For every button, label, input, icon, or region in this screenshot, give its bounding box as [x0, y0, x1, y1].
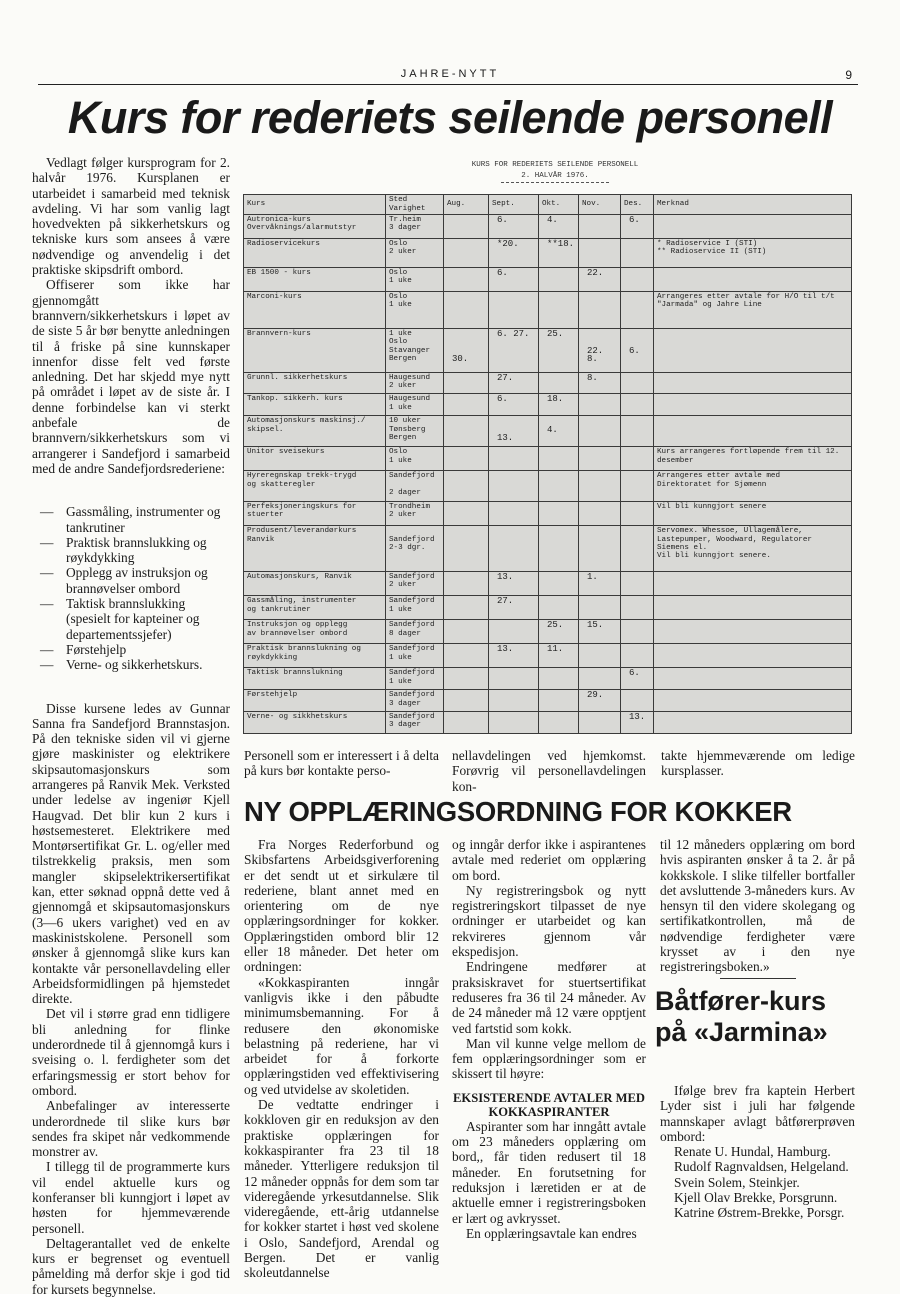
table-cell — [489, 668, 539, 690]
paragraph: Fra Norges Rederforbund og Skibsfartens Arbeidsgiverforening er det sendt ut et sirkulære til rederiene, blant annet med en orientering om de nye opplæringsordninger for kokker. Opplæringstiden ombord blir 12 eller 18 måneder. Det heter om ordningen: — [244, 837, 439, 975]
table-cell: 8. — [579, 372, 621, 394]
table-cell: Grunnl. sikkerhetskurs — [244, 372, 386, 394]
table-cell — [654, 416, 852, 447]
table-cell — [539, 668, 579, 690]
table-cell — [654, 712, 852, 734]
table-cell: *20. — [489, 239, 539, 267]
table-cell: **18. — [539, 239, 579, 267]
table-cell — [654, 372, 852, 394]
table-cell — [444, 215, 489, 239]
table-cell — [621, 572, 654, 596]
table-cell — [579, 502, 621, 526]
table-cell — [621, 690, 654, 712]
table-cell — [539, 447, 579, 471]
table-cell — [539, 372, 579, 394]
table-cell — [489, 502, 539, 526]
table-cell — [654, 215, 852, 239]
table-cell: 6. — [489, 267, 539, 291]
paragraph: og inngår derfor ikke i aspirantenes avtale med rederiet om opplæring om bord. — [452, 837, 646, 883]
table-cell — [444, 526, 489, 572]
paragraph: En opplæringsavtale kan endres — [466, 1225, 637, 1241]
table-cell — [444, 596, 489, 620]
list-item: — Opplegg av instruksjon og brannøvelser ombord — [32, 565, 230, 596]
article-headline: Kurs for rederiets seilende personell — [67, 92, 833, 143]
table-cell — [444, 291, 489, 328]
list-item: Katrine Østrem-Brekke, Porsgr. — [674, 1205, 845, 1221]
table-cell — [489, 471, 539, 502]
table-cell — [444, 372, 489, 394]
kokker-column-3 — [660, 837, 855, 975]
table-cell: Haugesund 1 uke — [386, 394, 444, 416]
table-cell — [621, 372, 654, 394]
paragraph: I tillegg til de programmerte kurs vil endel aktuelle kurs og konferanser bli kunngjort i løpet av høsten for hjemmeværende personell. — [32, 1159, 230, 1236]
table-cell — [621, 526, 654, 572]
table-cell: Praktisk brannslukning og røykdykking — [244, 644, 386, 668]
schedule-title: KURS FOR REDERIETS SEILENDE PERSONELL — [471, 161, 639, 169]
table-cell — [654, 267, 852, 291]
course-list — [32, 504, 230, 672]
course-schedule-table — [243, 194, 852, 734]
table-cell: Autronica-kurs Overvåknings/alarmutstyr — [244, 215, 386, 239]
table-cell — [654, 668, 852, 690]
kokker-subhead: EKSISTERENDE AVTALER MED KOKKASPIRANTER — [453, 1090, 645, 1119]
kokker-column-1 — [244, 837, 439, 1281]
table-row — [244, 572, 852, 596]
table-cell — [444, 471, 489, 502]
magazine-title: JAHRE-NYTT — [400, 68, 500, 80]
table-cell — [539, 502, 579, 526]
table-cell — [444, 447, 489, 471]
table-cell: 13. — [489, 572, 539, 596]
table-cell — [621, 502, 654, 526]
table-cell — [444, 644, 489, 668]
table-row — [244, 644, 852, 668]
list-item: Svein Solem, Steinkjer. — [674, 1174, 800, 1190]
table-cell: Trondheim 2 uker — [386, 502, 444, 526]
table-cell — [579, 526, 621, 572]
table-cell: 10 uker Tønsberg Bergen — [386, 416, 444, 447]
table-row — [244, 502, 852, 526]
table-cell — [654, 620, 852, 644]
table-cell: 13. — [621, 712, 654, 734]
table-cell — [654, 596, 852, 620]
table-cell: 29. — [579, 690, 621, 712]
paragraph: Det vil i større grad enn tidligere bli anledning for flinke underordnede til å gjennomgå kurs i sveising o. l. ferdigheter som det erfaringsmessig er stort behov for ombord. — [32, 1006, 230, 1098]
table-cell: Automasjonskurs, Ranvik — [244, 572, 386, 596]
kokker-column-2 — [452, 837, 646, 1241]
list-item: Rudolf Ragnvaldsen, Helgeland. — [674, 1159, 849, 1175]
table-cell — [539, 526, 579, 572]
table-cell: Sandefjord 3 dager — [386, 690, 444, 712]
table-row — [244, 596, 852, 620]
table-cell: Automasjonskurs maskinsj./ skipsel. — [244, 416, 386, 447]
paragraph: Disse kursene ledes av Gunnar Sanna fra Sandefjord Brannstasjon. På den tekniske siden vil vi gjerne gjøre maskinister og elektrikere skipsautomasjonskurs som arrangeres på Ranvik Mek. Verksted under ledelse av ingeniør Kjell Haugvad. Det blir kun 2 kurs i høstsemesteret. Elektrikere med Montørsertifikat Gr. L. og/eller med tilstrekkelig praksis, men som mangler skipselektrikersertifikat kan, etter søknad oppnå dette ved å gjennomgå et skipsautomasjonskurs (3—6 ukers varighet) ved en av maskinistskolene. Personell som ønsker å gjennomgå slike kurs kan kontakte vår personellavdeling eller Arbeidsformidlingen på hjemstedet direkte. — [32, 700, 230, 1007]
table-cell: 11. — [539, 644, 579, 668]
table-cell — [539, 267, 579, 291]
list-item: Kjell Olav Brekke, Porsgrunn. — [674, 1190, 838, 1206]
table-cell — [621, 416, 654, 447]
divider — [720, 978, 796, 979]
top-rule — [38, 84, 858, 85]
table-cell: Radioservicekurs — [244, 239, 386, 267]
table-cell — [539, 712, 579, 734]
table-cell: Gassmåling, instrumenter og tankrutiner — [244, 596, 386, 620]
table-row — [244, 215, 852, 239]
table-cell: Sandefjord 1 uke — [386, 596, 444, 620]
table-cell — [654, 394, 852, 416]
table-row — [244, 372, 852, 394]
table-cell: Sandefjord 2 uker — [386, 572, 444, 596]
table-cell — [489, 447, 539, 471]
paragraph: Man vil kunne velge mellom de fem opplæringsordninger som er skissert til høyre: — [452, 1035, 646, 1082]
table-row — [244, 394, 852, 416]
table-cell — [621, 620, 654, 644]
table-cell — [621, 596, 654, 620]
table-cell: Arrangeres etter avtale for H/O til t/t "Jarmada" og Jahre Line — [654, 291, 852, 328]
table-cell: Produsent/leverandørkurs Ranvik — [244, 526, 386, 572]
table-cell: 18. — [539, 394, 579, 416]
table-row — [244, 239, 852, 267]
schedule-note-col3: takte hjemmeværende om ledige kursplasser. — [661, 748, 855, 779]
table-cell: Haugesund 2 uker — [386, 372, 444, 394]
table-cell — [539, 291, 579, 328]
table-cell: 6. — [621, 215, 654, 239]
table-cell — [539, 596, 579, 620]
paragraph: Aspiranter som har inngått avtale om 23 måneders opplæring om bord,, får tiden redusert til 18 måneder. En forutsetning for reduksjon i læretiden er at de aktuelle emner i registreringsboken er lært og avkrysset. — [452, 1118, 646, 1226]
table-cell — [621, 394, 654, 416]
table-cell: 30. — [444, 328, 489, 372]
table-row — [244, 620, 852, 644]
table-cell — [621, 471, 654, 502]
table-cell: 25. — [539, 328, 579, 372]
table-cell: 4. — [539, 215, 579, 239]
list-item: — Gassmåling, instrumenter og tankrutiner — [32, 504, 230, 535]
list-item: Renate U. Hundal, Hamburg. — [674, 1144, 831, 1160]
table-cell: Instruksjon og opplegg av brannøvelser ombord — [244, 620, 386, 644]
table-cell: Perfeksjoneringskurs for stuerter — [244, 502, 386, 526]
schedule-heading — [430, 160, 680, 183]
table-cell — [444, 502, 489, 526]
table-cell — [579, 394, 621, 416]
table-cell: Oslo 1 uke — [386, 291, 444, 328]
table-cell — [654, 328, 852, 372]
table-cell: Oslo 2 uker — [386, 239, 444, 267]
table-cell: Oslo 1 uke — [386, 447, 444, 471]
table-cell — [579, 712, 621, 734]
table-cell: Marconi-kurs — [244, 291, 386, 328]
table-cell: Servomex. Whessoe, Ullagemålere, Lastepumper, Woodward, Regulatorer Siemens el. Vil bli kunngjort senere. — [654, 526, 852, 572]
table-cell — [579, 596, 621, 620]
table-cell — [539, 572, 579, 596]
table-cell: 6. — [621, 668, 654, 690]
table-cell: Sandefjord 1 uke — [386, 644, 444, 668]
table-row — [244, 690, 852, 712]
paragraph: Vedlagt følger kursprogram for 2. halvår 1976. Kursplanen er utarbeidet i samarbeid med teknisk avdeling. Vi har som vanlig lagt hovedvekten på sikkerhetskurs og tekniske kurs som ansees å være nødvendige og anvendelig i det praktiske skipsdrift ombord. — [32, 155, 230, 278]
list-item: — Taktisk brannslukking (spesielt for kapteiner og departementssjefer) — [32, 596, 230, 642]
table-cell — [539, 690, 579, 712]
schedule-column-header: Nov. — [579, 195, 621, 215]
schedule-column-header: Okt. — [539, 195, 579, 215]
table-row — [244, 526, 852, 572]
table-cell — [444, 712, 489, 734]
page-number: 9 — [845, 68, 852, 82]
table-cell — [489, 712, 539, 734]
kokker-headline: NY OPPLÆRINGSORDNING FOR KOKKER — [244, 796, 792, 827]
running-head — [40, 68, 860, 84]
paragraph: til 12 måneders opplæring om bord hvis aspiranten ønsker å ta 2. år på kokkskole. I slike tilfeller bortfaller det avsluttende 3-måneders kurs. Av hensyn til den videre skolegang og sertifikatkontrollen, må de nødvendige ferdigheter være krysset av i den nye registreringsboken.» — [660, 837, 855, 975]
table-cell: Sandefjord 2 dager — [386, 471, 444, 502]
table-row — [244, 712, 852, 734]
schedule-column-header: Sept. — [489, 195, 539, 215]
paragraph: Ny registreringsbok og nytt registreringskort tilpasset de nye ordninger er utarbeidet og kan rekvireres gjennom vår ekspedisjon. — [452, 882, 646, 960]
table-cell — [579, 416, 621, 447]
table-cell — [444, 267, 489, 291]
table-cell — [579, 668, 621, 690]
table-cell — [489, 291, 539, 328]
table-cell: 15. — [579, 620, 621, 644]
table-cell: Sandefjord 2-3 dgr. — [386, 526, 444, 572]
table-row — [244, 291, 852, 328]
batforer-article — [660, 1083, 855, 1221]
course-article-column — [32, 155, 230, 1297]
paragraph: «Kokkaspiranten inngår vanligvis ikke i den påbudte minimumsbemanning. For å redusere den økonomiske belastning på rederiene, har vi arbeidet for å forkorte opplæringstiden ved effektivisering og ved utvidelse av skoletiden. — [244, 974, 439, 1097]
table-cell — [621, 291, 654, 328]
name-list — [660, 1144, 855, 1220]
schedule-column-header: Aug. — [444, 195, 489, 215]
table-cell: Tr.heim 3 dager — [386, 215, 444, 239]
table-cell: 4. — [539, 416, 579, 447]
table-cell — [579, 215, 621, 239]
schedule-subtitle: 2. HALVÅR 1976. — [501, 171, 609, 183]
table-cell — [444, 394, 489, 416]
schedule-column-header: Des. — [621, 195, 654, 215]
schedule-note-col1: Personell som er interessert i å delta på kurs bør kontakte perso- — [244, 748, 439, 779]
table-cell: 27. — [489, 596, 539, 620]
table-cell: Kurs arrangeres fortløpende frem til 12. desember — [654, 447, 852, 471]
table-cell — [579, 644, 621, 668]
table-cell: Oslo 1 uke — [386, 267, 444, 291]
table-cell — [654, 572, 852, 596]
paragraph: Ifølge brev fra kaptein Herbert Lyder sist i juli har følgende mannskaper avlagt båtførerprøven ombord: — [660, 1083, 855, 1144]
paragraph: Deltagerantallet ved de enkelte kurs er begrenset og eventuell påmelding må derfor skje i god tid for kursets begynnelse. — [32, 1235, 230, 1297]
paragraph: Anbefalinger av interesserte underordnede til slike kurs bør sendes fra skipet når vedkommende monstrer av. — [32, 1098, 230, 1160]
table-row — [244, 471, 852, 502]
table-row — [244, 447, 852, 471]
table-cell: 13. — [489, 416, 539, 447]
table-cell: 6. 27. — [489, 328, 539, 372]
table-cell — [444, 416, 489, 447]
table-cell — [489, 690, 539, 712]
table-cell: Sandefjord 1 uke — [386, 668, 444, 690]
table-cell — [444, 690, 489, 712]
table-row — [244, 416, 852, 447]
table-cell: Vil bli kunngjort senere — [654, 502, 852, 526]
table-cell — [444, 668, 489, 690]
list-item: — Praktisk brannslukking og røykdykking — [32, 535, 230, 566]
table-cell — [654, 690, 852, 712]
table-cell: Hyreregnskap trekk-trygd og skatteregler — [244, 471, 386, 502]
table-cell: 1 uke Oslo Stavanger Bergen — [386, 328, 444, 372]
table-cell — [539, 471, 579, 502]
list-item: — Førstehjelp — [32, 642, 230, 657]
table-cell: 6. — [489, 215, 539, 239]
table-cell — [444, 572, 489, 596]
table-cell: 22. 8. — [579, 328, 621, 372]
schedule-note-col2: nellavdelingen ved hjemkomst. Forøvrig vil personellavdelingen kon- — [452, 748, 646, 794]
table-cell: 25. — [539, 620, 579, 644]
table-cell: 6. — [489, 394, 539, 416]
table-cell: Tankop. sikkerh. kurs — [244, 394, 386, 416]
table-cell — [621, 239, 654, 267]
table-row — [244, 668, 852, 690]
paragraph: Endringene medfører at praksiskravet for stuertsertifikat reduseres fra 36 til 24 måneder. Av de 24 måneder må 12 være opptjent ved fartstid som kokk. — [452, 959, 646, 1036]
table-cell: 13. — [489, 644, 539, 668]
table-cell: * Radioservice I (STI) ** Radioservice II (STI) — [654, 239, 852, 267]
table-cell — [579, 447, 621, 471]
list-item: — Verne- og sikkerhetskurs. — [32, 657, 230, 672]
table-cell — [654, 644, 852, 668]
table-cell: 6. — [621, 328, 654, 372]
paragraph: De vedtatte endringer i kokkloven gir en reduksjon av den praktiske opplæringen for kokkaspiranter fra 23 til 18 måneder. Ytterligere reduksjon til 12 måneder oppnås for dem som tar videregående yrkesutdannelse. Slik videregående, ett-årig utdannelse for kokker startet i høst ved skolene i Oslo, Sandefjord, Arendal og Bergen. Det er vanlig skoleutdannelse — [244, 1097, 439, 1281]
table-cell: Taktisk brannslukning — [244, 668, 386, 690]
schedule-column-header: Sted Varighet — [386, 195, 444, 215]
table-cell: Unitor sveisekurs — [244, 447, 386, 471]
table-cell: 1. — [579, 572, 621, 596]
batforer-headline: Båtfører-kurs på «Jarmina» — [655, 986, 828, 1047]
schedule-column-header: Kurs — [244, 195, 386, 215]
table-cell — [489, 620, 539, 644]
table-cell — [444, 239, 489, 267]
table-cell: Arrangeres etter avtale med Direktoratet for Sjømenn — [654, 471, 852, 502]
table-cell: Verne- og sikkhetskurs — [244, 712, 386, 734]
table-cell: EB 1500 - kurs — [244, 267, 386, 291]
table-cell — [621, 447, 654, 471]
paragraph: Offiserer som ikke har gjennomgått brannvern/sikkerhetskurs i løpet av de siste 5 år bør benytte anledningen til å friske på sine kunnskaper innenfor disse felt ved første anledning. Det har skjedd mye nytt på området i løpet av de siste år. I denne forbindelse kan vi sterkt anbefale de brannvern/sikkerhetskurs som vi arrangerer i Sandefjord i samarbeid med de andre Sandefjordsrederiene: — [32, 277, 230, 476]
table-row — [244, 267, 852, 291]
table-cell — [579, 239, 621, 267]
table-cell: Sandefjord 3 dager — [386, 712, 444, 734]
table-cell: 22. — [579, 267, 621, 291]
table-cell — [579, 291, 621, 328]
table-row — [244, 328, 852, 372]
table-cell — [621, 644, 654, 668]
table-cell: Førstehjelp — [244, 690, 386, 712]
table-cell: Brannvern-kurs — [244, 328, 386, 372]
schedule-column-header: Merknad — [654, 195, 852, 215]
table-cell — [489, 526, 539, 572]
table-cell — [621, 267, 654, 291]
table-cell — [444, 620, 489, 644]
table-cell: 27. — [489, 372, 539, 394]
table-cell: Sandefjord 8 dager — [386, 620, 444, 644]
table-cell — [579, 471, 621, 502]
